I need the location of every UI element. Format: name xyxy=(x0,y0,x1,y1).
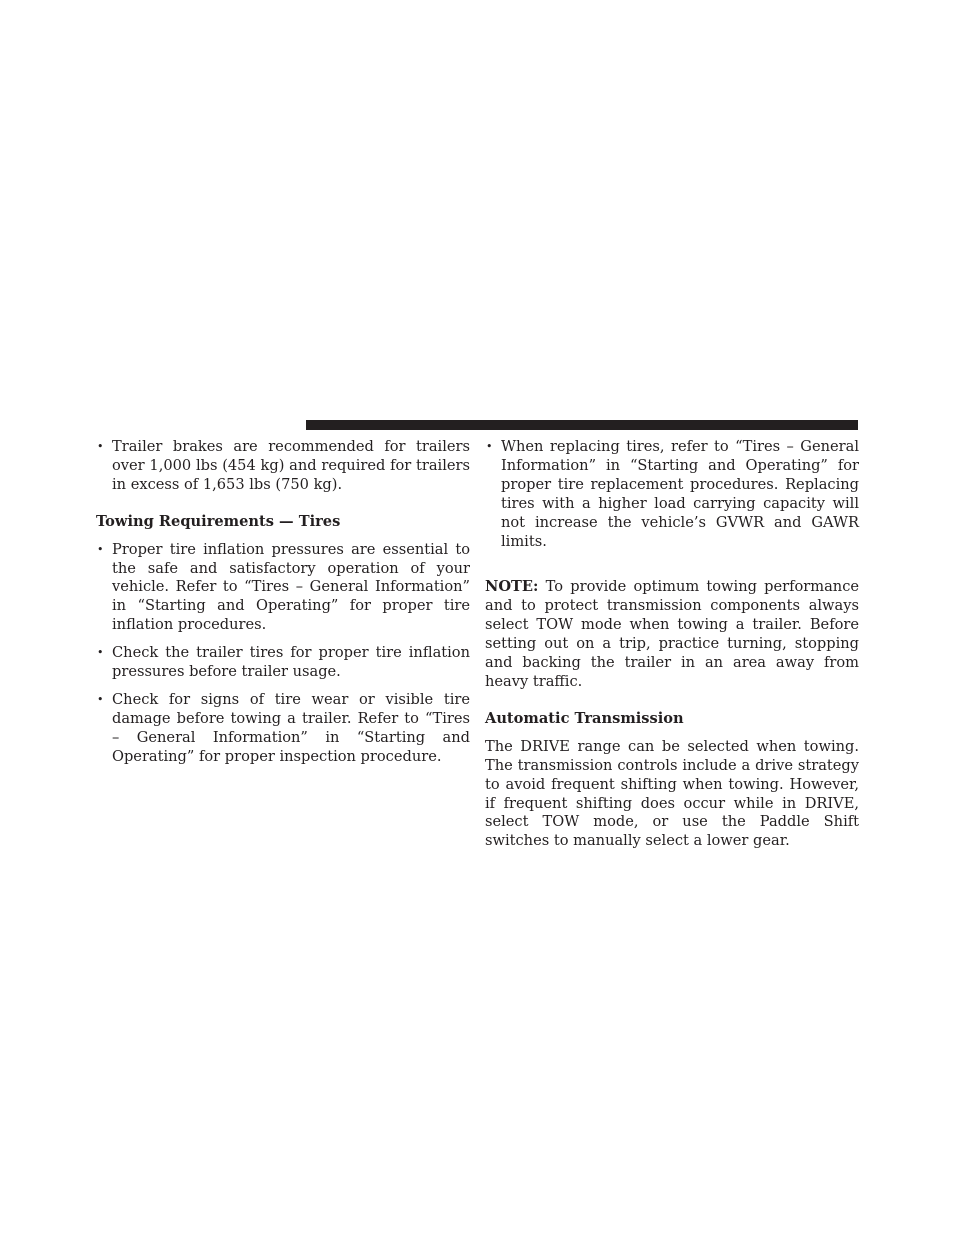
list-item-text: When replacing tires, refer to “Tires – General Information” in “Starting and Operating” for proper tire replacement procedures. Replacing tires with a higher load carrying capacity will not increase the vehicle’s GVWR and GAWR limits. xyxy=(501,438,859,550)
list-item-text: Check for signs of tire wear or visible tire damage before towing a trailer. Refer to “Tires – General Information” in “Starting and Operating” for proper inspection procedure. xyxy=(112,690,470,765)
header-rule xyxy=(306,420,858,430)
note-paragraph xyxy=(485,578,859,691)
bullet-icon: • xyxy=(97,542,104,556)
list-item-text: Trailer brakes are recommended for trailers over 1,000 lbs (454 kg) and required for trailers in excess of 1,653 lbs (750 kg). xyxy=(112,438,470,493)
list-item xyxy=(96,438,470,495)
note-label: NOTE: xyxy=(485,578,539,596)
bullet-icon: • xyxy=(97,646,104,660)
right-column xyxy=(485,438,859,851)
list-item xyxy=(96,541,470,636)
transmission-paragraph: The DRIVE range can be selected when towing. The transmission controls include a drive strategy to avoid frequent shifting when towing. However, if frequent shifting does occur while in DRIVE, select TOW mode, or use the Paddle Shift switches to manually select a lower gear. xyxy=(485,737,859,850)
list-item-text: Proper tire inflation pressures are essential to the safe and satisfactory operation of your vehicle. Refer to “Tires – General Information” in “Starting and Operating” for proper tire inflation procedures. xyxy=(112,540,470,634)
bullet-icon: • xyxy=(486,440,493,453)
section-heading-tires: Towing Requirements — Tires xyxy=(96,512,341,530)
list-item xyxy=(485,438,859,551)
list-item xyxy=(96,644,470,682)
section-heading-transmission: Automatic Transmission xyxy=(485,709,684,727)
note-text: To provide optimum towing performance and to protect transmission components always select TOW mode when towing a trailer. Before setting out on a trip, practice turning, stopping and backing the trailer in an area away from heavy traffic. xyxy=(485,578,860,690)
bullet-icon: • xyxy=(97,440,104,453)
list-item-text: Check the trailer tires for proper tire inflation pressures before trailer usage. xyxy=(112,644,470,681)
bullet-icon: • xyxy=(97,692,104,706)
left-column xyxy=(96,438,470,776)
list-item xyxy=(96,691,470,767)
